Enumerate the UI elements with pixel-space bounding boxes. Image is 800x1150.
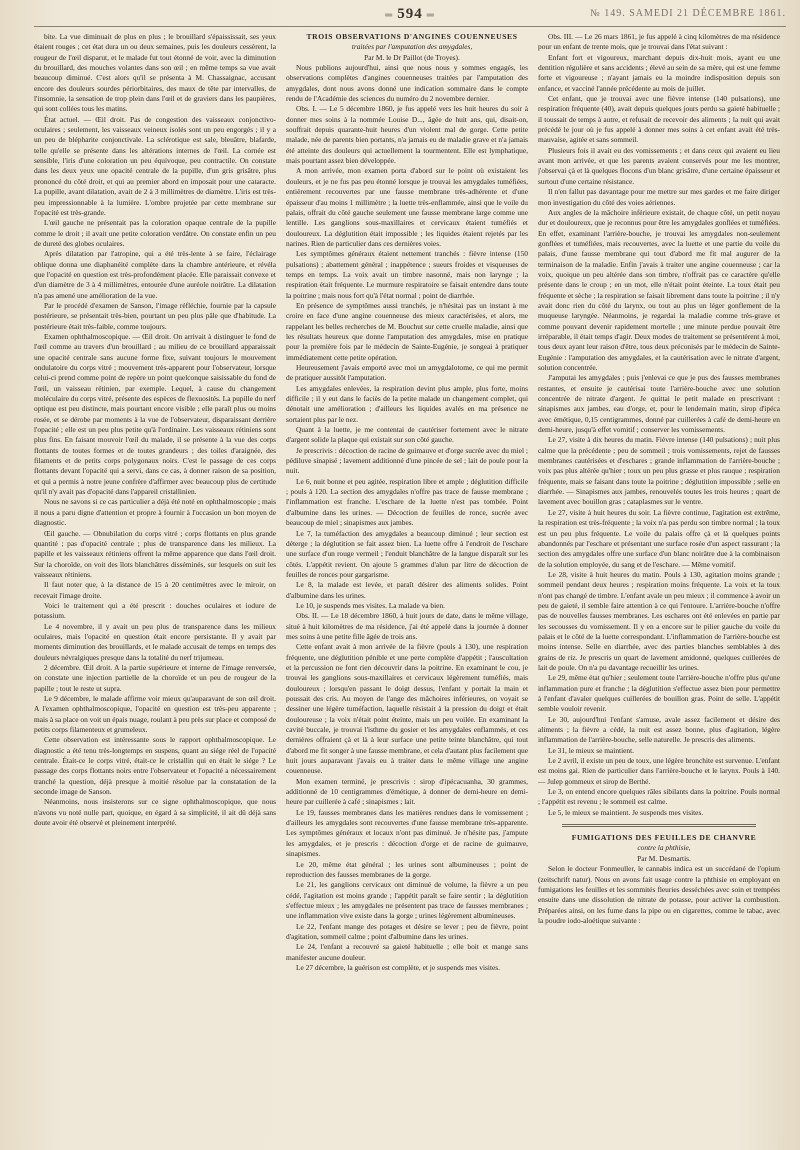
paragraph: Le 30, aujourd'hui l'enfant s'amuse, avale assez facilement et désire des aliments ; la fièvre a cédé, la nuit est assez bonne, plus d'agitation, légère inflammation de l'arrière-bouche, selle naturelle. Je prescris des aliments. [538, 714, 780, 745]
paragraph: Selon le docteur Fonmeuller, le cannabis indica est un succédané de l'opium (zeitschrift natur). Nous en avons fait usage contre la phthisie en employant en fumigations les feuilles et les sommités fleuries desséchées avec soin et trempées ensuite dans une dissolution de nitrate de potasse, pour activer la combustion. Préparées ainsi, on les fume dans la pipe ou en cigarettes, comme le tabac, avec la poudre iodo-aloétique suivante : [538, 864, 780, 925]
column-2 [286, 32, 528, 1142]
paragraph: Obs. II. — Le 18 décembre 1860, à huit jours de date, dans le même village, situé à huit kilomètres de ma résidence, j'ai été appelé dans la journée à donner mes soins à une petite fille âgée de trois ans. [286, 611, 528, 641]
paragraph: Le 8, la malade est levée, et paraît désirer des aliments solides. Point d'albumine dans les urines. [286, 580, 528, 600]
paragraph: Le 24, l'enfant a recouvré sa gaieté habituelle ; elle boit et mange sans manifester aucune douleur. [286, 942, 528, 962]
paragraph: Le 9 décembre, le malade affirme voir mieux qu'auparavant de son œil droit. A l'examen ophthalmoscopique, l'opacité en question est très-peu apparente ; mais à sa place on voit un épais nuage, roulant à peu près sur place et composé de petits corps filamenteux et grumeleux. [34, 694, 276, 735]
paragraph: Le 10, je suspends mes visites. La malade va bien. [296, 600, 446, 610]
article-title: TROIS OBSERVATIONS D'ANGINES COUENNEUSES [306, 32, 518, 41]
paragraph: 2 décembre. Œil droit. A la partie supérieure et interne de l'image renversée, on constate une injection partielle de la choroïde et un peu de rougeur de la papille ; tout le reste ut supra. [34, 662, 276, 693]
paragraph: A mon arrivée, mon examen porta d'abord sur le point où existaient les douleurs, et je ne fus pas peu étonné lorsque je trouvai les amygdales tuméfiées, entièrement recouvertes par une fausse membrane très-adhérente et d'une épaisseur d'au moins 1 millimètre ; la luette très-enflammée, ainsi que le voile du palais, offrait du côté gauche seulement une fausse membrane large comme une lentille. Les ganglions sous-maxillaires et cervicaux étaient tuméfiés et douloureux. La déglutition était impossible ; les liquides étaient rejetés par les narines. Rien de particulier dans ces dernières voies. [286, 166, 528, 248]
paragraph: Plusieurs fois il avait eu des vomissements ; et dans ceux qui avaient eu lieu avant mon arrivée, et que les parents avaient conservés pour me les montrer, j'observai çà et là quelques flocons d'un blanc grisâtre, d'une certaine épaisseur et surtout d'une certaine résistance. [538, 145, 780, 186]
paragraph: Cette enfant avait à mon arrivée de la fièvre (pouls à 130), une respiration fréquente, une déglutition pénible et une perte complète d'appétit ; l'auscultation et la percussion ne font rien découvrir dans la poitrine. En examinant le cou, je trouvai les ganglions sous-maxillaires et cervicaux légèrement tuméfiés, mais douloureux ; lorsqu'en passant le doigt dessus, l'enfant y portait la main et poussait des cris. Au moyen de l'ange des mâchoires inférieures, on voyait se dessiner une légère tuméfaction, laquelle résistait à la pression du doigt et était douloureuse ; la voix n'était point éteinte, mais un peu voilée. En examinant la cavité buccale, je trouvai l'isthme du gosier et les amygdales enflammés, et ces dernières offraient çà et là à leur surface une petite teinte blanchâtre, qui tout d'abord me fit songer à une fausse membrane, et cela d'autant plus facilement que huit jours auparavant j'avais eu à traiter dans le même village une angine couenneuse. [286, 642, 528, 776]
paragraph: Aux angles de la mâchoire inférieure existait, de chaque côté, un petit noyau dur et douloureux, que je reconnus pour être les amygdales gonflées et tuméfiées. En effet, examinant l'arrière-bouche, je trouvai les amygdales non-seulement gonflées et tuméfiées, mais recouvertes, avec la luette et une partie du voile du palais, d'une fausse membrane qui tout d'abord me fit mal augurer de la terminaison de la maladie. Enfin j'avais à traiter une angine couenneuse ; car la voix, quoique un peu altérée dans son timbre, n'offrait pas ce caractère qu'elle présente dans le croup ; en un mot, elle n'était point éteinte. La toux était peu fréquente et sèche ; la respiration se faisait librement dans toute la poitrine ; il n'y avait donc rien du côté du larynx, ou tout au plus un léger gonflement de la muqueuse laryngée. Néanmoins, je regardai la maladie comme très-grave et comme pouvant devenir rapidement mortelle ; une minute perdue pouvait être irréparable, il était temps d'agir. Deux modes de traitement se présentèrent à moi, tous deux ayant leur raison d'être, tous deux préconisés par le médecin de Sainte-Eugénie : l'amputation des amygdales, et la cautérisation avec le nitrate d'argent, solution concentrée. [538, 207, 780, 372]
paragraph: Le 22, l'enfant mange des potages et désire se lever ; peu de fièvre, point d'agitation, sommeil calme ; point d'albumine dans les urines. [286, 921, 528, 941]
column-3 [538, 32, 780, 1142]
ornament-right: ═ [426, 10, 435, 21]
columns [34, 32, 786, 1142]
paragraph: Le 21, les ganglions cervicaux ont diminué de volume, la fièvre a un peu cédé, l'agitation est moins grande ; l'appétit paraît se faire sentir ; la déglutition s'effectue mieux ; les amygdales ne présentent pas trace de fausses membranes ; une inflammation vive existe dans la gorge ; urines légèrement albumineuses. [286, 880, 528, 921]
paragraph: Cette observation est intéressante sous le rapport ophthalmoscopique. Le diagnostic a été tenu très-longtemps en suspens, quant au siége réel de l'opacité centrale. Était-ce le corps vitré, était-ce le cristallin qui en était le siége ? Le passage des corps flottants noirs entre l'observateur et l'opacité a nécessairement tranché la question, déjà presque à moitié résolue par la constatation de la seconde image de Sanson. [34, 735, 276, 797]
paragraph: En présence de symptômes aussi tranchés, je n'hésitai pas un instant à me croire en face d'une angine couenneuse des mieux caractérisées, et alors, me rappelant les belles recherches de M. Bouchut sur cette cruelle maladie, ainsi que les résultats heureux que donne l'amputation des amygdales, mise en pratique pour la première fois par le médecin de Sainte-Eugénie, je songeai à pratiquer immédiatement cette petite opération. [286, 300, 528, 362]
article-divider [562, 824, 756, 827]
article2-author: Par M. Desmartis. [637, 853, 691, 863]
paragraph: Il faut noter que, à la distance de 15 à 20 centimètres avec le miroir, on recevait l'image droite. [34, 580, 276, 600]
paragraph: Le 2 avril, il existe un peu de toux, une légère bronchite est survenue. L'enfant est moins gai. Rien de particulier dans l'arrière-bouche et le larynx. Pouls à 140. — Julep gommeux et sirop de Berthé. [538, 756, 780, 786]
paragraph: Examen ophthalmoscopique. — Œil droit. On arrivait à distinguer le fond de l'œil comme au travers d'un brouillard ; au milieu de ce brouillard apparaissait une opacité centrale sans aucune forme fixe, suivant toujours le mouvement ondulatoire du corps vitré ; mouvement très-apparent pour l'observateur, lorsque celui-ci prend comme point de repère un point quelconque saisissable du fond de l'œil, un vaisseau rétinien, par exemple. Lequel, à cause du changement moléculaire du corps vitré, présente des espèces de flexuosités. La pupille du nerf optique est peu distincte, mais pourtant encore visible ; elle paraît plus ou moins rosée, et se dérobe par moments à la vue de l'observateur, disparaissant derrière l'opacité ; elle est un peu plus petite qu'à l'ordinaire. Les vaisseaux rétiniens sont plus fins. En faisant mouvoir l'œil du malade, il se présente à la vue des corps flottants de toutes formes et de toutes grandeurs ; des toiles d'araignée, des filaments et de petits corps polygonaux noirs. C'est le passage de ces corps flottants devant l'opacité qui a servi, dans ce cas, à donner raison de sa position, et qui a permis à notre jeune confrère d'affirmer avec beaucoup plus de certitude qu'il n'y avait pas d'opacité dans l'appareil cristallinien. [34, 331, 276, 497]
page-number: 594 [397, 6, 423, 22]
running-head [34, 4, 786, 27]
paragraph: Quant à la luette, je me contentai de cautériser fortement avec le nitrate d'argent solide la plaque qui existait sur son côté gauche. [286, 425, 528, 445]
article2-subtitle: contre la phthisie, [637, 843, 691, 853]
article-subtitle: traitées par l'amputation des amygdales, [351, 42, 473, 52]
paragraph: Le 31, le mieux se maintient. [548, 745, 634, 755]
paragraph: Le 20, même état général ; les urines sont albumineuses ; point de reproduction des fausses membranes de la gorge. [286, 859, 528, 879]
paragraph: Nous ne savons si ce cas particulier a déjà été noté en ophthalmoscopie ; mais il nous a paru digne d'attention et propre à fournir à l'occasion un bon moyen de diagnostic. [34, 497, 276, 528]
article-body-continued [538, 32, 780, 818]
paragraph: Après dilatation par l'atropine, qui a été très-lente à se faire, l'éclairage oblique donna une diaphanéité complète dans la chambre antérieure, et révéla que l'opacité en question est très-profondément placée. Elle paraissait convexe et d'un diamètre de 3 à 4 millimètres, entourée d'une auréole noirâtre. La dilatation n'a pas amené une amélioration de la vue. [34, 249, 276, 300]
paragraph: État actuel. — Œil droit. Pas de congestion des vaisseaux conjonctivo-oculaires ; seulement, les vaisseaux veineux isolés sont un peu engorgés ; il y a un peu de blépharite conjonctivale. La sclérotique est sale, bleuâtre, blafarde, telle qu'elle se présente dans les altérations internes de l'œil. La cornée est sensible, l'iris d'une coloration un peu équivoque, peu contractile. On constate dans les deux yeux une opacité centrale de la pupille, d'un gris grisâtre, plus prononcé du côté droit, et qui au premier abord en imposait pour une cataracte. La pupille, avant dilatation, avait de 2 à 3 millimètres de diamètre. L'iris est très-peu impressionnable à la lumière. L'ombre projetée par cette membrane sur l'opacité est très-grande. [34, 114, 276, 217]
paragraph: Le 27, visite à dix heures du matin. Fièvre intense (140 pulsations) ; nuit plus calme que la précédente ; peu de sommeil ; trois vomissements, rejet de fausses membranes cautérisées et d'eschares ; grande inflammation de l'arrière-bouche ; voix pas plus altérée qu'hier ; toux un peu plus grasse et plus rauque ; respiration fréquente, mais se faisant dans toute la poitrine ; déglutition impossible ; selle en diarrhée. — Sinapismes aux jambes, renouvelés toutes les trois heures ; quart de lavement avec bouillon gras ; cataplasmes sur le ventre. [538, 435, 780, 507]
issue-line: № 149. SAMEDI 21 DÉCEMBRE 1861. [590, 8, 786, 19]
paragraph: Le 5, le mieux se maintient. Je suspends mes visites. [548, 807, 704, 817]
paragraph: Œil gauche. — Obnubilation du corps vitré ; corps flottants en plus grande quantité ; pas d'opacité centrale ; plus de transparence dans les milieux. La papille et les vaisseaux rétiniens offrent la même apparence que dans l'œil droit. Sur la choroïde, on voit des îlots blanchâtres disséminés, sur lesquels on suit les vaisseaux rétiniens. [34, 528, 276, 579]
paragraph: Le 27, visite à huit heures du soir. La fièvre continue, l'agitation est extrême, la respiration est très-fréquente ; la voix n'a pas perdu son timbre normal ; la toux est un peu plus fréquente. Le voile du palais offre çà et là quelques points abandonnés par l'eschare et présentant une surface rosée d'un aspect rassurant ; la section des amygdales offre une surface d'un blanc noirâtre due à la combinaison de la solution employée, du sang et de l'eschare. — Même vomitif. [538, 507, 780, 569]
paragraph: Il n'en fallut pas davantage pour me mettre sur mes gardes et me faire diriger mon investigation du côté des voies aériennes. [538, 187, 780, 207]
paragraph: Le 4 novembre, il y avait un peu plus de transparence dans les milieux oculaires, mais l'opacité en question était encore persistante. Il y avait par moments diminution des brouillards, et le malade accusait de temps en temps des douleurs névralgiques presque dans la totalité du nerf trijumeau. [34, 621, 276, 662]
paragraph: bite. La vue diminuait de plus en plus ; le brouillard s'épaississait, ses yeux étaient rouges ; cet état dura un ou deux semaines, puis les douleurs cessèrent, la rougeur de l'œil disparut, et le malade fut tout étonné de voir, avec la diminution du brouillard, des mouches volantes dans son œil ; en même temps sa vue avait beaucoup diminué. C'est alors qu'il se présenta à M. Chassaignac, accusant encore des douleurs sourdes périorbitaires, des maux de tête par intervalles, de l'insomnie, la sensation de trop plein dans l'œil et de graviers dans les paupières, qui sont collées tous les matins. [34, 32, 276, 114]
paragraph: Obs. III. — Le 26 mars 1861, je fus appelé à cinq kilomètres de ma résidence pour un enfant de trente mois, que je trouvai dans l'état suivant : [538, 32, 780, 52]
paragraph: Le 27 décembre, la guérison est complète, et je suspends mes visites. [296, 962, 501, 972]
paragraph: Le 29, même état qu'hier ; seulement toute l'arrière-bouche n'offre plus qu'une inflammation pure et franche ; la déglutition s'effectue assez bien pour permettre à l'enfant d'avaler quelques cuillerées de bouillon gras. Point de selle. L'appétit semble vouloir revenir. [538, 673, 780, 714]
article-author: Par M. le Dr Paillot (de Troyes). [364, 52, 460, 62]
paragraph: Les symptômes généraux étaient nettement tranchés : fièvre intense (150 pulsations) ; abattement général ; inappétence ; sueurs froides et visqueuses de temps en temps. La voix avait un timbre nasonné, mais non larynge ; la respiration était fréquente. Le murmure respiratoire se faisait entendre dans toute la poitrine ; mais nous fort qu'à l'état normal ; point de diarrhée. [286, 249, 528, 300]
paragraph: Nous publions aujourd'hui, ainsi que nous nous y sommes engagés, les observations complètes d'angines couenneuses traitées par l'amputation des amygdales, dont nous avons donné une indication sommaire dans le compte rendu de l'Académie des sciences du numéro du 2 novembre dernier. [286, 63, 528, 104]
paragraph: Par le procédé d'examen de Sanson, l'image réfléchie, fournie par la capsule postérieure, se présentait très-bien, pourtant un peu plus pâle que d'habitude. La postérieure était très-faible, comme toujours. [34, 300, 276, 331]
article2-body [538, 864, 780, 926]
paragraph: Néanmoins, nous insisterons sur ce signe ophthalmoscopique, que nous n'avons vu noté nulle part, quoique, en égard à sa simplicité, il ait dû déjà sans doute avoir été observé et pleinement interprété. [34, 797, 276, 828]
paragraph: Le 3, on entend encore quelques râles sibilants dans la poitrine. Pouls normal ; l'appétit est revenu ; le sommeil est calme. [538, 787, 780, 807]
article2-title: FUMIGATIONS DES FEUILLES DE CHANVRE [571, 833, 757, 843]
paragraph: Le 28, visite à huit heures du matin. Pouls à 130, agitation moins grande ; sommeil pendant deux heures ; respiration moins fréquente. La voix et la toux n'ont pas changé de timbre. L'enfant avale un peu mieux ; il commence à avoir un peu de gaieté, il semble faire attention à ce qui l'entoure. L'arrière-bouche n'offre pas de nouvelles fausses membranes. Les eschares ont été enlevées en partie par les secousses du vomissement. Il y en a encore sur le pilier gauche du voile du palais et le côté de la luette correspondant. L'inflammation de l'arrière-bouche est moins intense. Selle en diarrhée, avec des parties blanches semblables à des grains de riz. Je prescris un quart de lavement amidonné, quelques cuillerées de lait de poule. On n'a pu davantage recueillir les urines. [538, 569, 780, 672]
paragraph: L'œil gauche ne présentait pas la coloration opaque centrale de la pupille comme le droit ; il avait une petite coloration verdâtre. On constate enfin un peu de dureté des globes oculaires. [34, 218, 276, 248]
paragraph: Cet enfant, que je trouvai avec une fièvre intense (140 pulsations), une respiration fréquente (40), avait depuis quelques jours perdu sa gaieté habituelle ; il toussait de temps à autre, et refusait de recevoir des aliments ; la nuit qui avait précédé le jour où je fus appelé à donner mes soins à cet enfant avait été très-mauvaise, agitée et sans sommeil. [538, 94, 780, 145]
paragraph: J'amputai les amygdales ; puis j'enlevai ce que je pus des fausses membranes restantes, et ensuite je cautérisai toute l'arrière-bouche avec une solution concentrée de nitrate d'argent. Je quittai le petit malade en prescrivant : sinapismes aux jambes, eau d'orge, et, pour le lendemain matin, sirop d'ipéca avec émétique, 0,15 centigrammes, donné par cuillerées à café de demi-heure en demi-heure, jusqu'à effet vomitif ; conserver les vomissements. [538, 373, 780, 435]
article-body [286, 63, 528, 973]
paragraph: Les amygdales enlevées, la respiration devint plus ample, plus forte, moins difficile ; il y eut dans le faciès de la petite malade un changement complet, qui dénotait une amélioration ; d'ailleurs les liquides avalés en ma présence ne sortaient plus par le nez. [286, 383, 528, 424]
paragraph: Le 19, fausses membranes dans les matières rendues dans le vomissement ; d'ailleurs les amygdales sont recouvertes d'une fausse membrane très-apparente. Les symptômes généraux et locaux n'ont pas diminué. Je n'hésite pas, j'ampute les amygdales, et je prescris : décoction d'orge et de racine de guimauve, sinapismes. [286, 807, 528, 859]
paragraph: Le 7, la tuméfaction des amygdales a beaucoup diminué ; leur section est déterge ; la déglutition se fait assez bien. La luette offre à l'endroit de l'eschare une surface d'un rouge vermeil ; l'enduit blanchâtre de la langue disparaît sur les côtés. L'appétit revient. On ajoute 5 grammes d'alun par litre de décoction de feuilles de ronces pour gargarisme. [286, 528, 528, 579]
paragraph: Le 6, nuit bonne et peu agitée, respiration libre et ample ; déglutition difficile ; pouls à 120. La section des amygdales n'offre pas trace de fausse membrane ; l'inflammation est franche. L'eschare de la luette n'est pas tombée. Point d'albumine dans les urines. — Décoction de feuilles de ronce, sucrée avec beaucoup de miel ; sinapismes aux jambes. [286, 476, 528, 528]
paragraph: Mon examen terminé, je prescrivis : sirop d'ipécacuanha, 30 grammes, additionné de 10 centigrammes d'émétique, à donner de demi-heure en demi-heure par cuillerée à café ; sinapismes ; lait. [286, 776, 528, 807]
ornament-left: ═ [385, 10, 394, 21]
paragraph: Voici le traitement qui a été prescrit : douches oculaires et iodure de potassium. [34, 600, 276, 621]
paragraph: Obs. I. — Le 5 décembre 1860, je fus appelé vers les huit heures du soir à donner mes soins à la nommée Louise D..., âgée de huit ans, qui, disait-on, souffrait depuis quarante-huit heures d'un violent mal de gorge. Cette petite malade, née de parents bien portants, n'a jamais eu de maladie grave et n'a jamais été atteinte des douleurs qui actuellement la tourmentent. Elle est lymphatique, mais pourtant assez bien développée. [286, 104, 528, 166]
column-1 [34, 32, 276, 1142]
paragraph: Je prescrivis : décoction de racine de guimauve et d'orge sucrée avec du miel ; pédiluve sinapisé ; lavement additionné d'une pincée de sel ; lait de poule pour la nuit. [286, 445, 528, 476]
paragraph: Heureusement j'avais emporté avec moi un amygdalotome, ce qui me permit de pratiquer aussitôt l'amputation. [286, 363, 528, 383]
paragraph: Enfant fort et vigoureux, marchant depuis dix-huit mois, ayant eu une dentition régulière et sans accidents ; élevé au sein de sa mère, qui est une femme forte et vigoureuse ; n'ayant jamais eu la moindre indisposition depuis son enfance, et vacciné l'année précédente au mois de juillet. [538, 52, 780, 93]
